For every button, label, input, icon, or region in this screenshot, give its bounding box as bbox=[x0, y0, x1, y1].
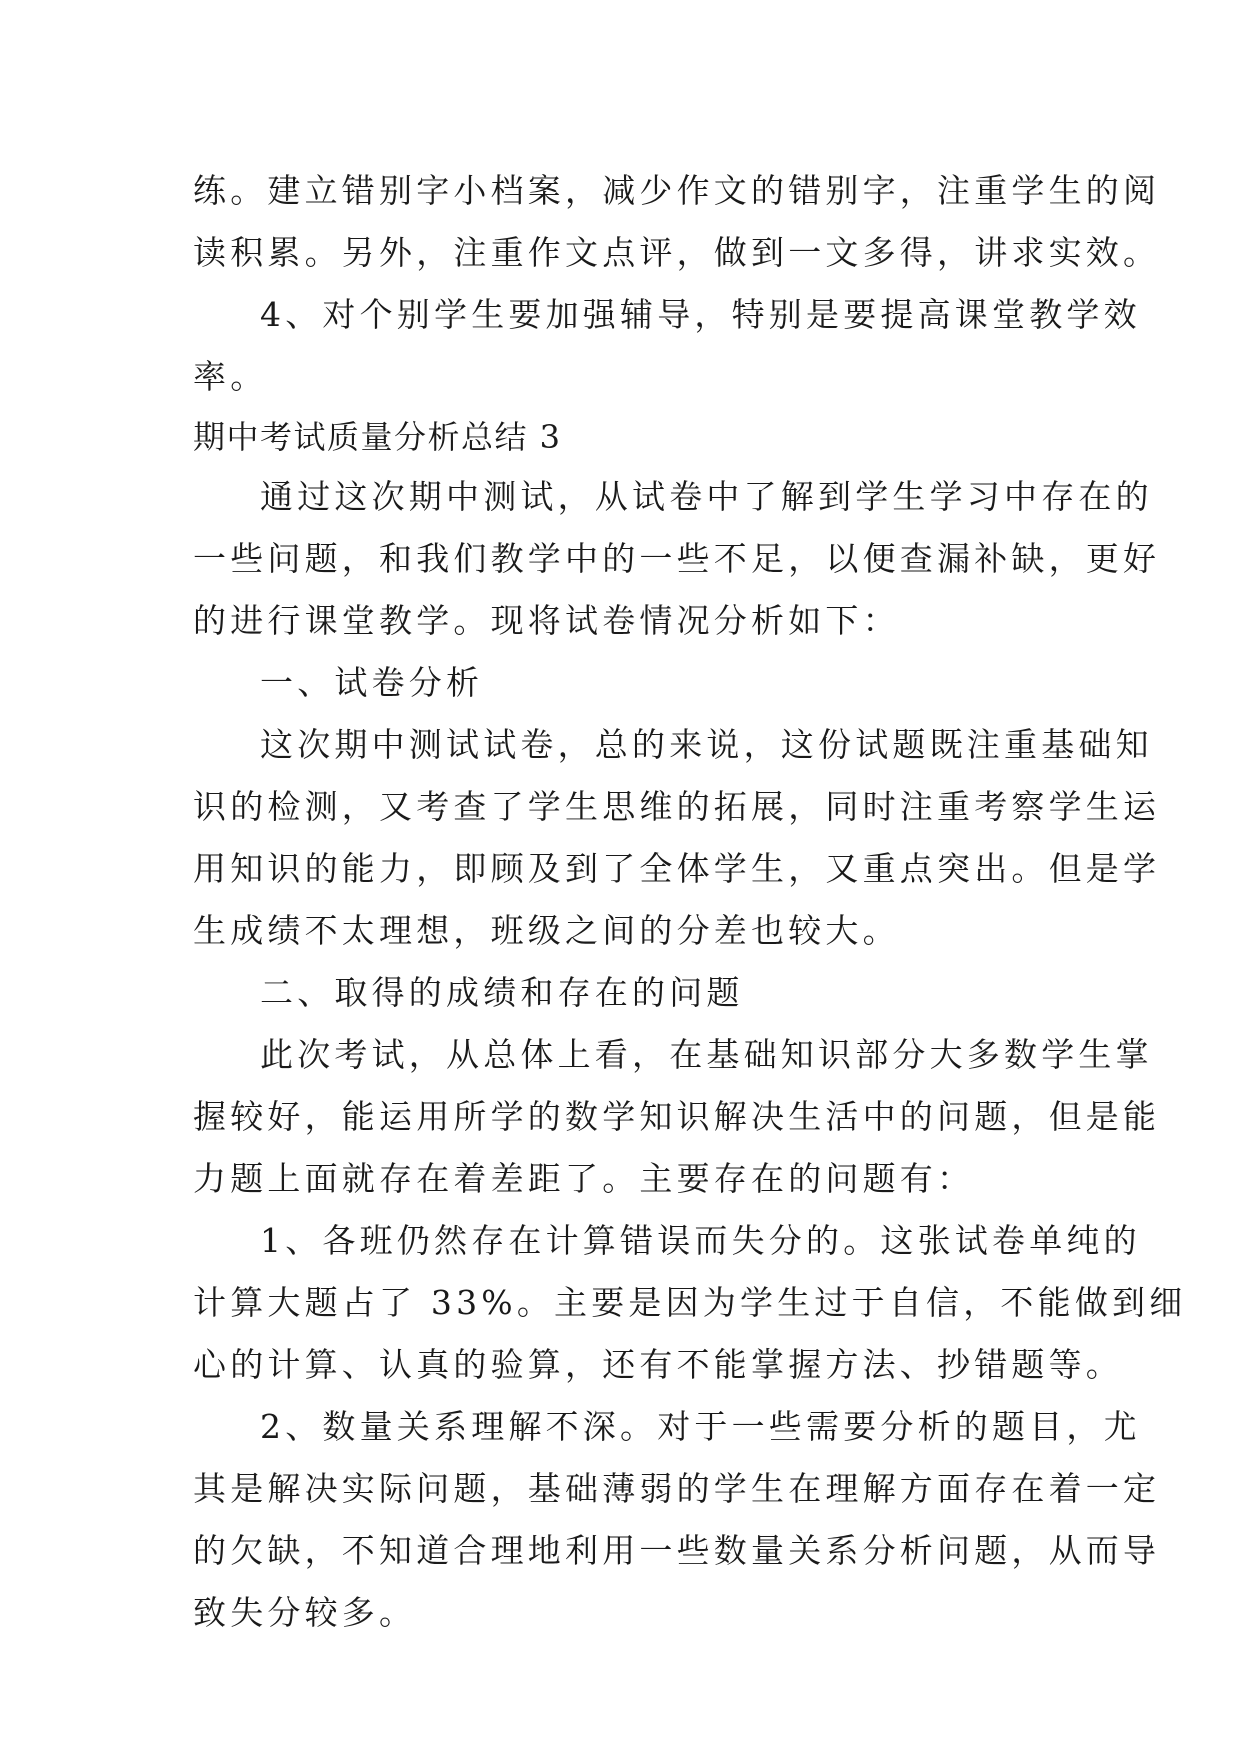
text-line: 1、各班仍然存在计算错误而失分的。这张试卷单纯的 bbox=[260, 1221, 1141, 1260]
text-line: 一些问题，和我们教学中的一些不足，以便查漏补缺，更好 bbox=[193, 539, 1161, 578]
text-line: 握较好，能运用所学的数学知识解决生活中的问题，但是能 bbox=[193, 1097, 1161, 1136]
text-line: 生成绩不太理想，班级之间的分差也较大。 bbox=[193, 911, 900, 950]
text-line: 此次考试，从总体上看，在基础知识部分大多数学生掌 bbox=[260, 1035, 1153, 1074]
text-line: 通过这次期中测试，从试卷中了解到学生学习中存在的 bbox=[260, 477, 1153, 516]
text-line: 的欠缺，不知道合理地利用一些数量关系分析问题，从而导 bbox=[193, 1531, 1161, 1570]
text-line: 率。 bbox=[193, 357, 268, 396]
text-line: 计算大题占了 33%。主要是因为学生过于自信，不能做到细 bbox=[193, 1283, 1187, 1322]
text-line: 致失分较多。 bbox=[193, 1593, 417, 1632]
section-title: 期中考试质量分析总结 3 bbox=[193, 418, 562, 456]
text-line: 其是解决实际问题，基础薄弱的学生在理解方面存在着一定 bbox=[193, 1469, 1161, 1508]
text-line: 力题上面就存在着差距了。主要存在的问题有： bbox=[193, 1159, 975, 1198]
text-line: 练。建立错别字小档案，减少作文的错别字，注重学生的阅 bbox=[193, 171, 1161, 210]
text-line: 用知识的能力，即顾及到了全体学生，又重点突出。但是学 bbox=[193, 849, 1161, 888]
document-body bbox=[193, 160, 1187, 1644]
text-line: 的进行课堂教学。现将试卷情况分析如下： bbox=[193, 601, 900, 640]
text-line: 识的检测，又考查了学生思维的拓展，同时注重考察学生运 bbox=[193, 787, 1161, 826]
subheading-line: 二、取得的成绩和存在的问题 bbox=[260, 973, 744, 1012]
text-line: 2、数量关系理解不深。对于一些需要分析的题目，尤 bbox=[260, 1407, 1141, 1446]
text-line: 这次期中测试试卷，总的来说，这份试题既注重基础知 bbox=[260, 725, 1153, 764]
text-line: 心的计算、认真的验算，还有不能掌握方法、抄错题等。 bbox=[193, 1345, 1123, 1384]
subheading-line: 一、试卷分析 bbox=[260, 663, 484, 702]
text-line: 读积累。另外，注重作文点评，做到一文多得，讲求实效。 bbox=[193, 233, 1161, 272]
text-line: 4、对个别学生要加强辅导，特别是要提高课堂教学效 bbox=[260, 295, 1141, 334]
